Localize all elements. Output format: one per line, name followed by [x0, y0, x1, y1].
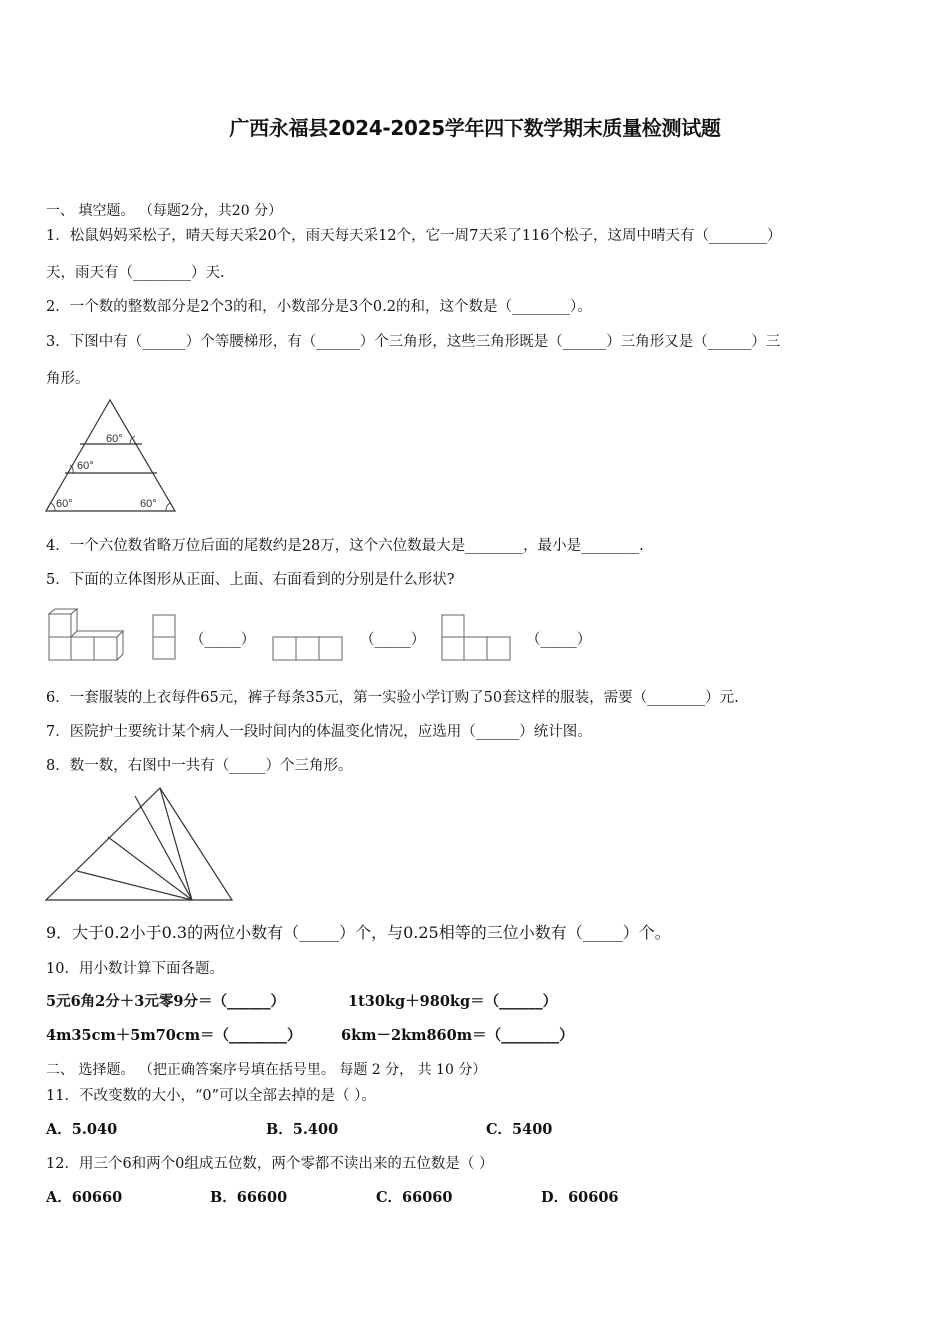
question-10-item: 6km－2km860m＝（________）: [341, 1027, 574, 1044]
section-2-header: 二、 选择题。 （把正确答案序号填在括号里。 每题 2 分， 共 10 分）: [46, 1062, 487, 1078]
outer-triangle: [46, 788, 232, 900]
section-1-header: 一、 填空题。 （每题2分，共20 分）: [46, 203, 283, 219]
question-11: 11．不改变数的大小，“0”可以全部去掉的是（ ）。: [46, 1088, 376, 1104]
view-answer-blank[interactable]: （_____）: [190, 632, 256, 648]
inner-line: [77, 871, 192, 900]
inner-line: [160, 788, 192, 900]
question-7: 7．医院护士要统计某个病人一段时间内的体温变化情况，应选用（______）统计图。: [46, 724, 592, 740]
question-5: 5．下面的立体图形从正面、上面、右面看到的分别是什么形状?: [46, 572, 455, 588]
view-answer-blank[interactable]: （_____）: [526, 632, 592, 648]
question-3-line-1: 3．下图中有（______）个等腰梯形，有（______）个三角形，这些三角形既是（______）三角形又是（______）三: [46, 334, 781, 350]
angle-label: 60°: [140, 498, 157, 510]
option-b[interactable]: B．66600: [210, 1189, 288, 1206]
option-a[interactable]: A．5.040: [46, 1121, 118, 1138]
question-8: 8．数一数，右图中一共有（_____）个三角形。: [46, 758, 353, 774]
question-6: 6．一套服装的上衣每件65元，裤子每条35元，第一实验小学订购了50套这样的服装，需要（________）元.: [46, 690, 739, 706]
question-1-line-1: 1．松鼠妈妈采松子，晴天每天采20个，雨天每天采12个，它一周7天采了116个松子，这周中晴天有（________）: [46, 228, 782, 244]
question-10-item: 5元6角2分＋3元零9分＝（______）: [46, 993, 285, 1010]
angle-arc: [166, 503, 170, 511]
angle-arc: [130, 436, 135, 444]
option-d[interactable]: D．60606: [541, 1189, 619, 1206]
inner-line: [135, 796, 192, 900]
angle-label: 60°: [77, 460, 94, 472]
top-view-figure: [272, 636, 344, 662]
question-4: 4．一个六位数省略万位后面的尾数约是28万，这个六位数最大是________，最小是________.: [46, 538, 644, 554]
question-10: 10．用小数计算下面各题。: [46, 961, 224, 977]
side-view-figure: [152, 614, 178, 662]
inner-line: [108, 837, 192, 900]
front-view-figure: [441, 614, 513, 662]
question-12: 12．用三个6和两个0组成五位数，两个零都不读出来的五位数是（ ）: [46, 1156, 494, 1172]
triangle-count-figure: [44, 786, 236, 904]
view-answer-blank[interactable]: （_____）: [360, 632, 426, 648]
question-1-line-2: 天，雨天有（________）天.: [46, 265, 225, 281]
option-c[interactable]: C．66060: [376, 1189, 453, 1206]
trapezoid-triangle-figure: [44, 398, 178, 514]
question-10-item: 1t30kg＋980kg＝（______）: [348, 993, 558, 1010]
option-b[interactable]: B．5.400: [266, 1121, 339, 1138]
question-2: 2．一个数的整数部分是2个3的和，小数部分是3个0.2的和，这个数是（________）。: [46, 299, 592, 315]
page-title: 广西永福县2024-2025学年四下数学期末质量检测试题: [229, 116, 721, 140]
question-3-line-2: 角形。: [46, 371, 90, 387]
angle-label: 60°: [56, 498, 73, 510]
outer-triangle: [46, 400, 175, 511]
question-9: 9．大于0.2小于0.3的两位小数有（_____）个，与0.25相等的三位小数有（_____）个。: [46, 923, 671, 942]
angle-arc: [51, 503, 55, 511]
option-c[interactable]: C．5400: [486, 1121, 553, 1138]
angle-label: 60°: [106, 433, 123, 445]
option-a[interactable]: A．60660: [46, 1189, 123, 1206]
cube-solid-figure: [47, 608, 127, 664]
question-10-item: 4m35cm＋5m70cm＝（________）: [46, 1027, 302, 1044]
